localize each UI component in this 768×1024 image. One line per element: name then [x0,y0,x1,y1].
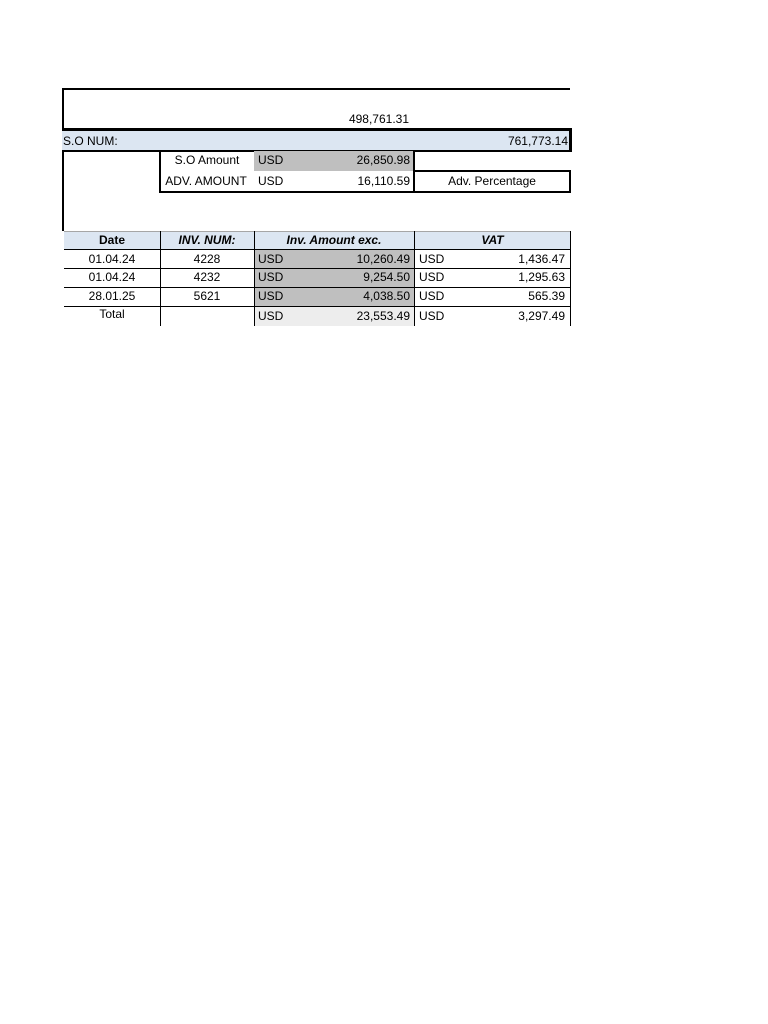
row-line [64,306,571,307]
table-row-inv-num: 5621 [193,289,221,303]
adv-pct-top-border [413,170,571,172]
table-row-date: 28.01.25 [88,289,136,303]
table-row-currency: USD [258,252,284,266]
so-amount-label: S.O Amount [174,153,240,167]
so-amount-currency: USD [258,153,284,167]
table-row-date: 01.04.24 [88,252,136,266]
table-row-vat-currency: USD [419,289,445,303]
adv-amount-label: ADV. AMOUNT [165,174,247,188]
row-line [64,268,571,269]
row-line [64,287,571,288]
table-row-date: 01.04.24 [88,270,136,284]
so-num-label: S.O NUM: [63,134,118,148]
col-line [254,231,255,326]
header-inv-num: INV. NUM: [178,233,236,247]
adv-amount-currency: USD [258,174,284,188]
adv-amount-value: 16,110.59 [357,174,410,188]
top-value-cell: 498,761.31 [348,112,409,126]
so-block-bottom-border [159,191,571,193]
total-label: Total [99,307,125,321]
header-top-line [64,231,571,232]
adv-pct-right-border [569,170,571,193]
total-amount: 23,553.49 [356,309,410,323]
table-row-vat: 565.39 [528,289,565,303]
table-row-vat: 1,436.47 [518,252,565,266]
table-row-inv-num: 4232 [193,270,221,284]
table-row-amount: 9,254.50 [363,270,410,284]
top-border [62,88,570,90]
table-row-vat: 1,295.63 [518,270,565,284]
table-row-amount: 4,038.50 [363,289,410,303]
table-row-vat-currency: USD [419,270,445,284]
col-line [414,231,415,326]
so-num-value: 761,773.14 [507,134,568,148]
header-date: Date [98,233,125,247]
table-row-currency: USD [258,270,284,284]
total-currency: USD [258,309,284,323]
table-row-vat-currency: USD [419,252,445,266]
so-num-top-border [62,128,572,131]
table-row-currency: USD [258,289,284,303]
left-border [62,88,64,231]
header-inv-amount: Inv. Amount exc. [286,233,382,247]
adv-percentage-label: Adv. Percentage [448,174,536,188]
total-vat: 3,297.49 [518,309,565,323]
total-vat-currency: USD [419,309,445,323]
table-row-amount: 10,260.49 [356,252,410,266]
table-row-inv-num: 4228 [193,252,221,266]
col-line [570,231,571,326]
header-vat: VAT [481,233,504,247]
so-num-right-border [569,128,572,152]
so-amount-value: 26,850.98 [356,153,410,167]
